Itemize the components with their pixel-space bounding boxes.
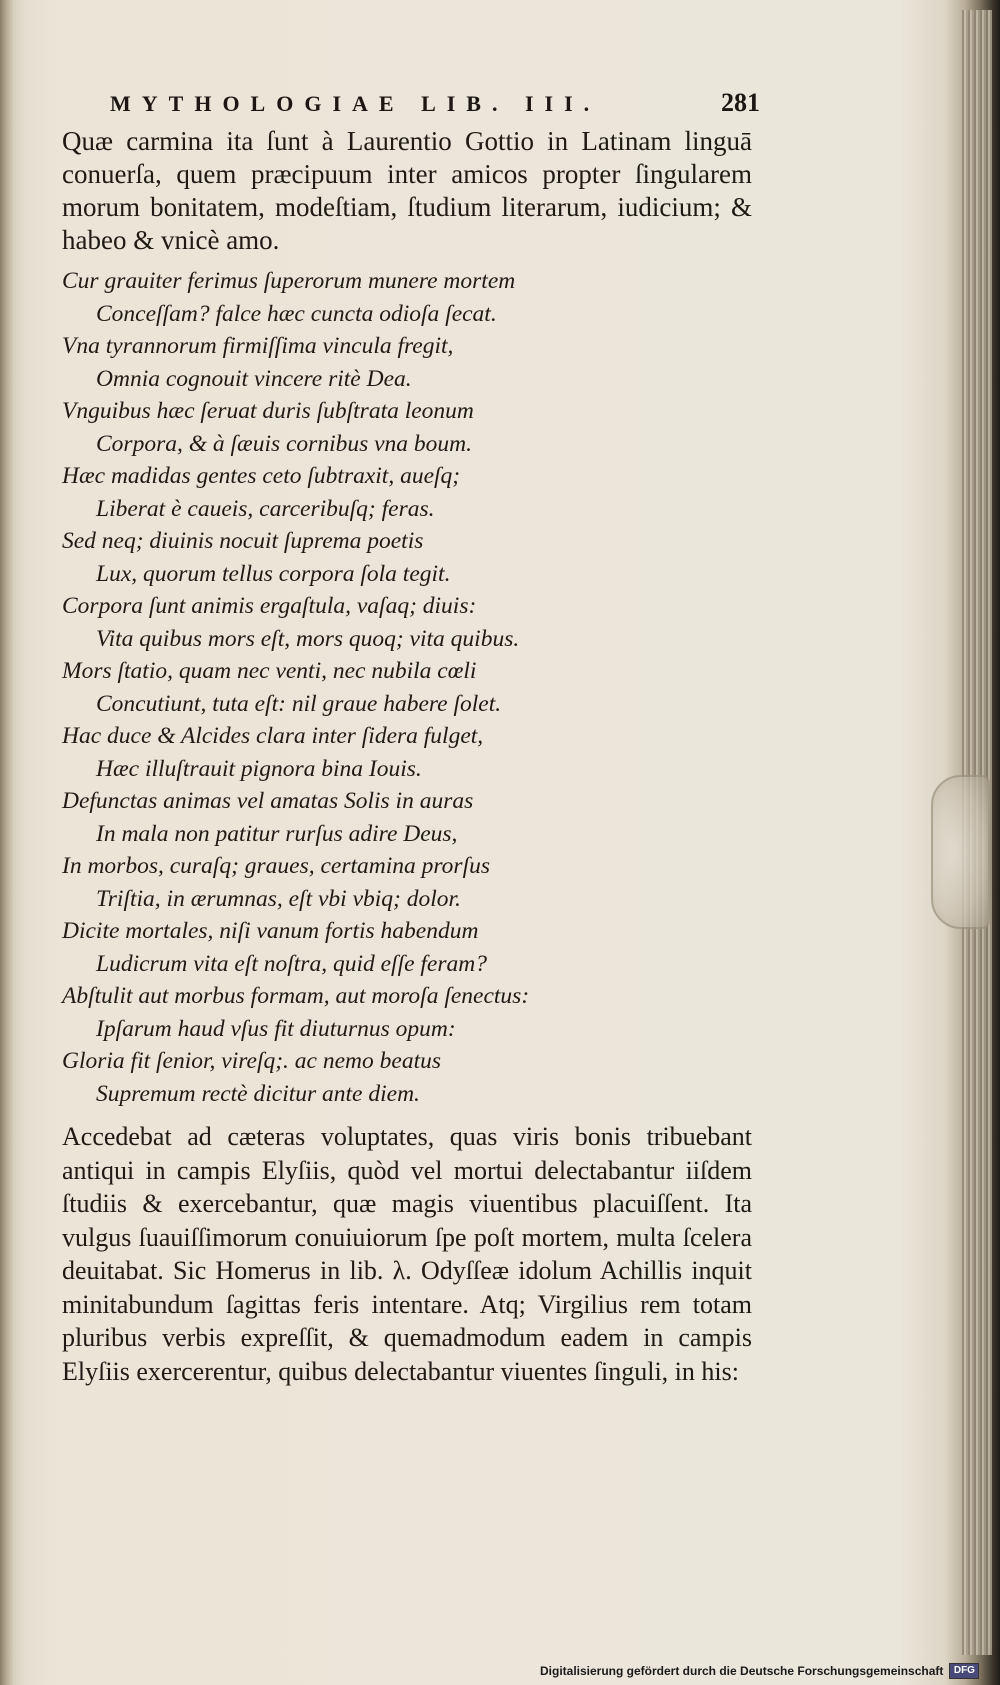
verse-line: Hæc madidas gentes ceto ſubtraxit, aueſq; <box>62 463 461 489</box>
verse-line: Supremum rectè dicitur ante diem. <box>96 1080 420 1107</box>
verse-line: In morbos, curaſq; graues, certamina prorſus <box>62 853 490 879</box>
verse-line: Vnguibus hæc ſeruat duris ſubſtrata leonum <box>62 398 474 424</box>
verse-line: Defunctas animas vel amatas Solis in auras <box>62 788 474 814</box>
page-number: 281 <box>721 88 760 117</box>
verse-line: Abſtulit aut morbus formam, aut moroſa ſenectus: <box>62 983 530 1009</box>
verse-line: Ludicrum vita eſt noſtra, quid eſſe feram? <box>96 950 487 977</box>
verse-line: Sed neq; diuinis nocuit ſuprema poetis <box>62 528 424 554</box>
verse-line: Vna tyrannorum firmiſſima vincula fregit, <box>62 333 454 359</box>
verse-line: Lux, quorum tellus corpora ſola tegit. <box>96 560 451 587</box>
dfg-logo-icon: DFG <box>949 1663 979 1679</box>
credit-text: Digitalisierung gefördert durch die Deutsche Forschungsgemeinschaft <box>540 1664 944 1678</box>
verse-line: Cur grauiter ferimus ſuperorum munere mortem <box>62 268 516 294</box>
digitization-credit <box>540 1661 979 1681</box>
verse-line: Hæc illuſtrauit pignora bina Iouis. <box>96 755 422 782</box>
running-head: MYTHOLOGIAE LIB. III. <box>110 91 601 116</box>
verse-line: Hac duce & Alcides clara inter ſidera fulget, <box>62 723 484 749</box>
verse-line: Dicite mortales, niſi vanum fortis habendum <box>62 918 479 944</box>
intro-paragraph: Quæ carmina ita ſunt à Laurentio Gottio in Latinam linguā conuerſa, quem præcipuum inter amicos propter ſingularem morum bonitatem, modeſtiam, ſtudium literarum, iudicium; & habeo & vnicè amo. <box>62 126 752 255</box>
verse-line: Omnia cognouit vincere ritè Dea. <box>96 365 412 392</box>
poem <box>62 265 752 1110</box>
verse-line: In mala non patitur rurſus adire Deus, <box>96 820 458 847</box>
verse-line: Ipſarum haud vſus fit diuturnus opum: <box>96 1015 456 1042</box>
verse-line: Triſtia, in ærumnas, eſt vbi vbiq; dolor. <box>96 885 461 912</box>
verse-line: Conceſſam? falce hæc cuncta odioſa ſecat. <box>96 300 497 327</box>
verse-line: Mors ſtatio, quam nec venti, nec nubila cœli <box>62 658 477 684</box>
verse-line: Corpora ſunt animis ergaſtula, vaſaq; diuis: <box>62 593 477 619</box>
verse-line: Vita quibus mors eſt, mors quoq; vita quibus. <box>96 625 520 652</box>
closing-paragraph: Accedebat ad cæteras voluptates, quas viris bonis tribuebant antiqui in campis Elyſiis, quòd vel mortui delectabantur iiſdem ſtudiis & exercebantur, quæ magis viuentibus placuiſſent. Ita vulgus ſuauiſſimorum conuiuiorum ſpe poſt mortem, multa ſcelera deuitabat. Sic Homerus in lib. λ. Odyſſeæ idolum Achillis inquit minitabundum ſagittas feris intentare. Atq; Virgilius rem totam pluribus verbis expreſſit, & quemadmodum eadem in campis Elyſiis exercerentur, quibus delectabantur viuentes ſinguli, in his: <box>62 1122 752 1386</box>
verse-line: Corpora, & à ſæuis cornibus vna boum. <box>96 430 473 457</box>
page-header <box>110 88 760 122</box>
book-clip <box>931 775 990 929</box>
verse-line: Concutiunt, tuta eſt: nil graue habere ſolet. <box>96 690 502 717</box>
verse-line: Gloria fit ſenior, vireſq;. ac nemo beatus <box>62 1048 441 1074</box>
verse-line: Liberat è caueis, carceribuſq; feras. <box>96 495 435 522</box>
page-body <box>62 125 752 1396</box>
